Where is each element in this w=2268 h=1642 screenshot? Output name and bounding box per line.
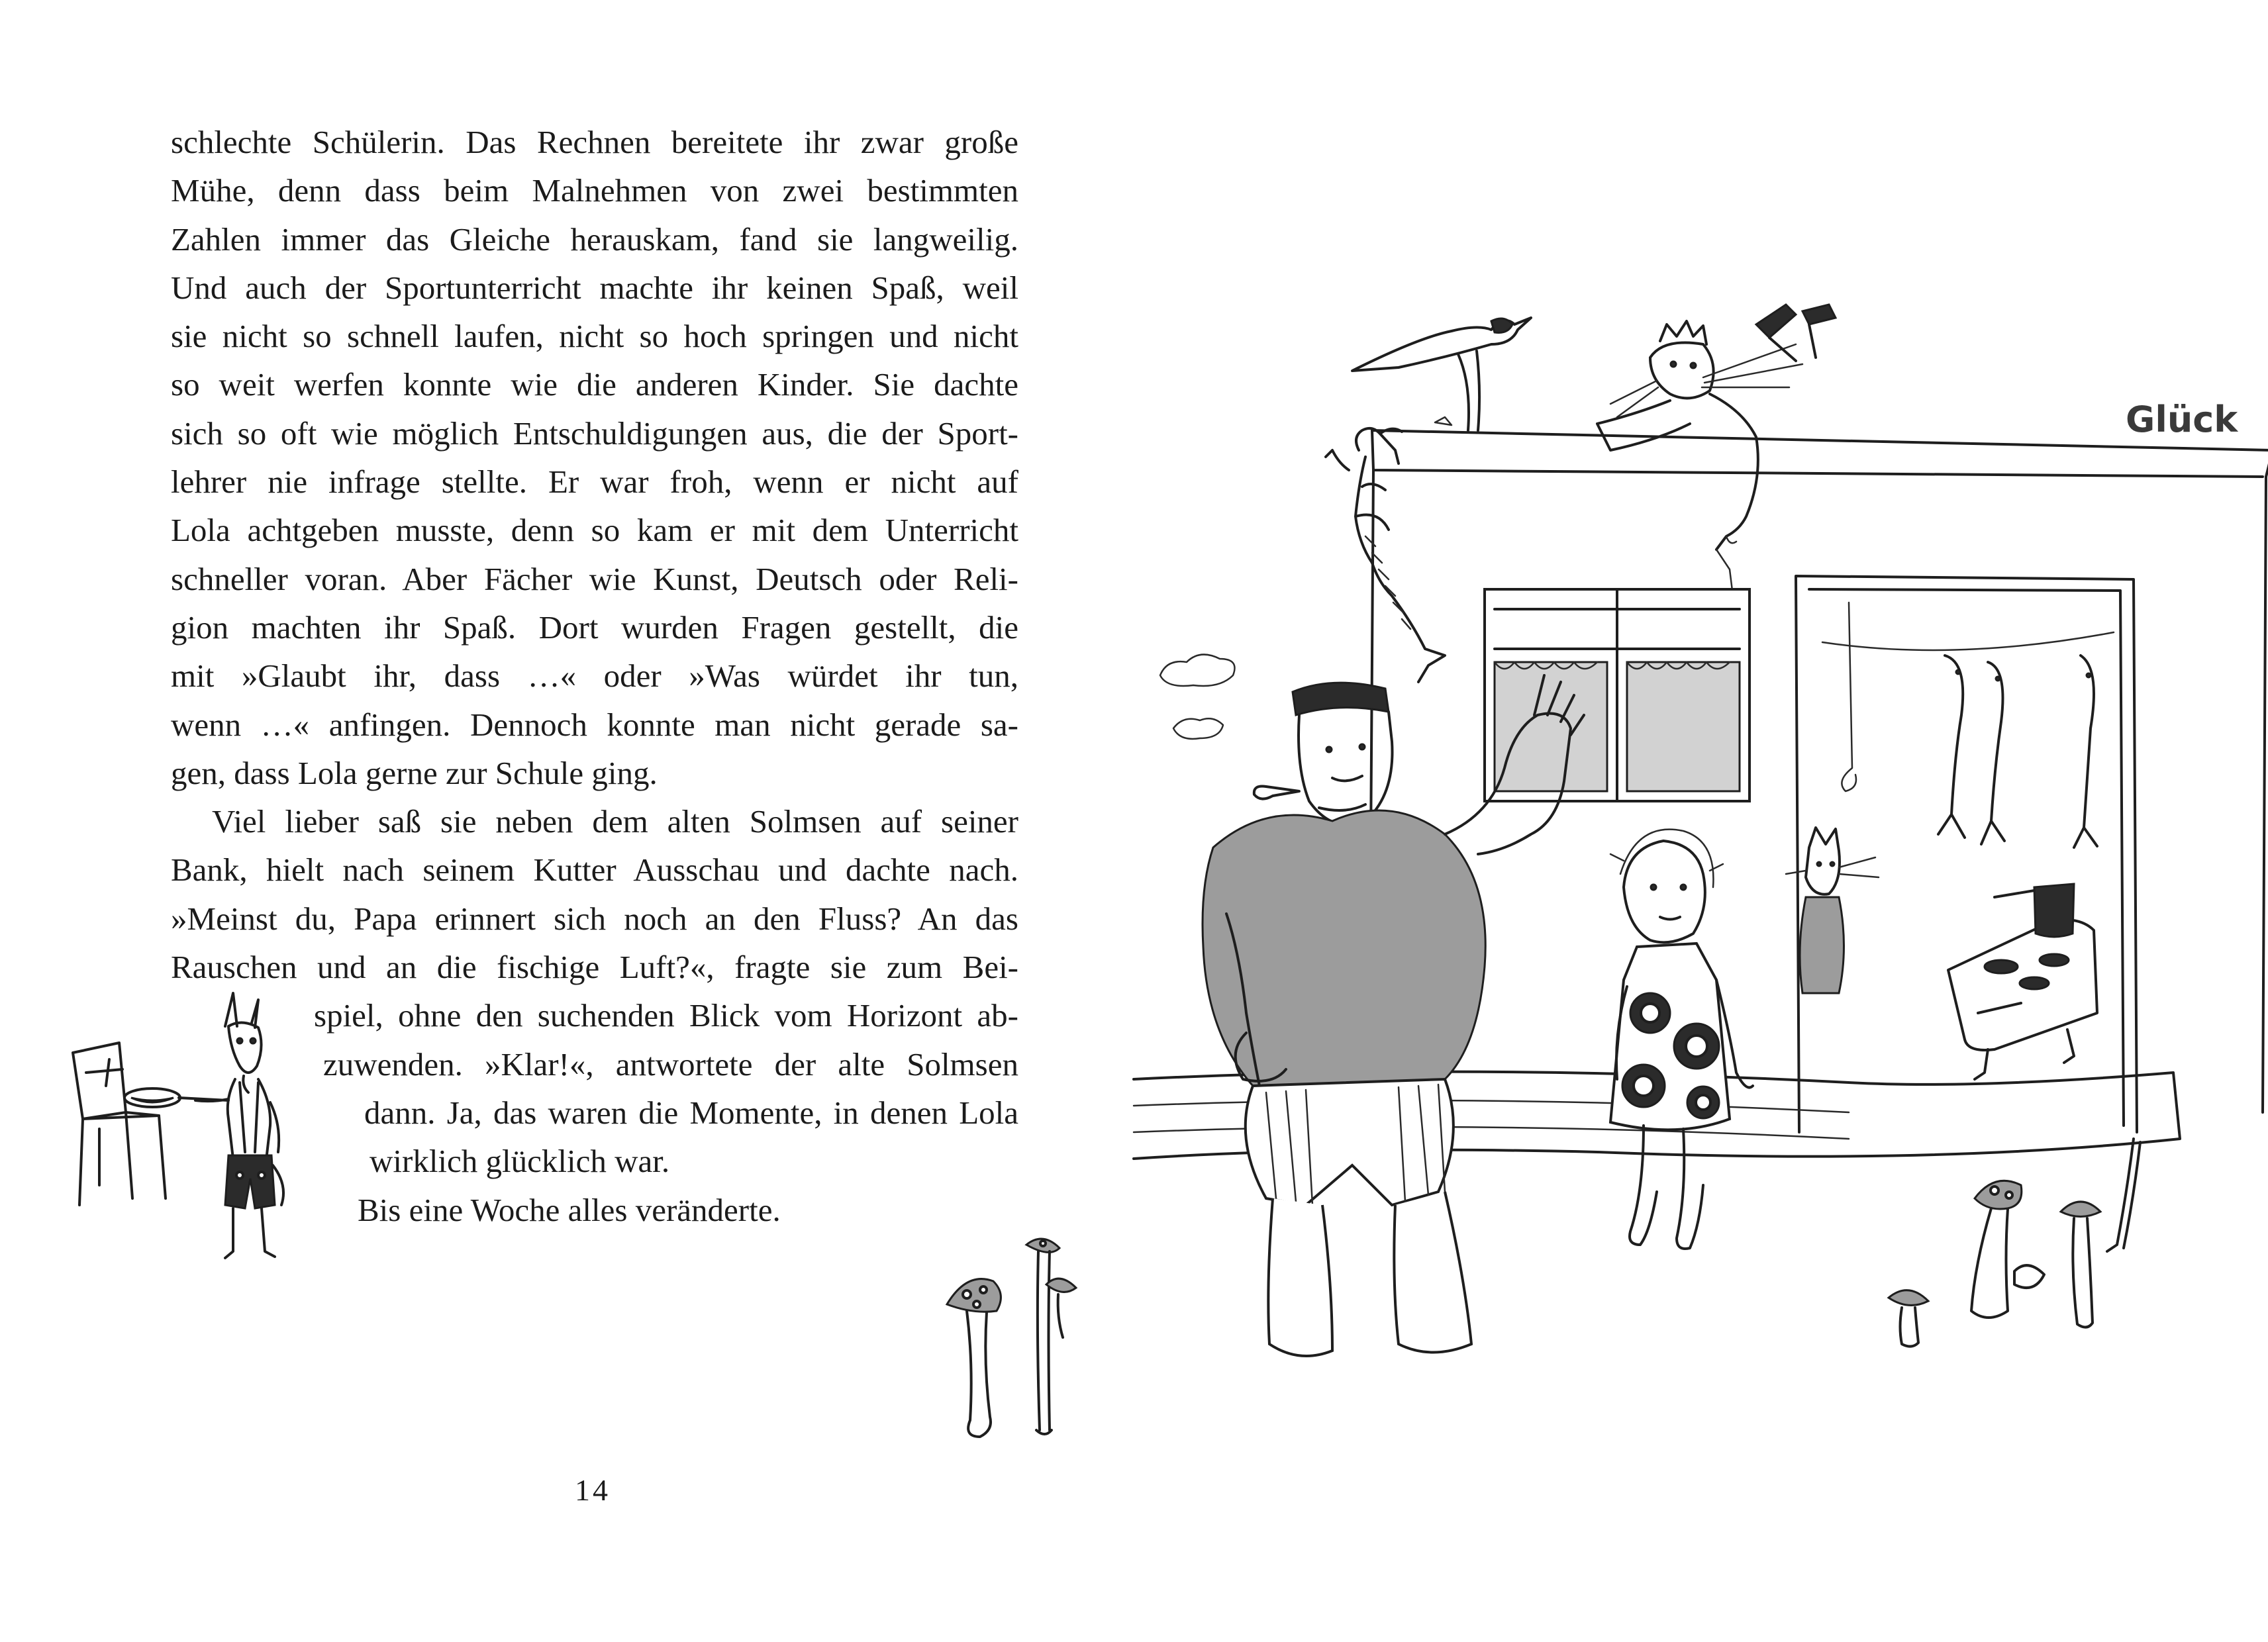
page-number: 14 xyxy=(575,1473,611,1507)
mushroom xyxy=(1889,1290,1928,1306)
hanging-fish xyxy=(1938,655,1965,838)
mermaid xyxy=(1356,428,1402,463)
text-line: spiel, ohne den suchenden Blick vom Horizont ab- xyxy=(314,997,1018,1034)
right-page xyxy=(1134,0,2268,1642)
small-cat xyxy=(1806,828,1840,894)
text-line: zuwenden. »Klar!«, antwortete der alte Solmsen xyxy=(323,1045,1018,1083)
text-line: »Meinst du, Papa erinnert sich noch an den Fluss? An das xyxy=(171,900,1018,937)
text-line: wenn …« anfingen. Dennoch konnte man nicht gerade sa- xyxy=(171,706,1018,743)
text-line: Viel lieber saß sie neben dem alten Solmsen auf seiner xyxy=(212,803,1018,840)
text-line: Bank, hielt nach seinem Kutter Ausschau und dachte nach. xyxy=(171,851,1018,889)
goat-cook-illustration xyxy=(60,987,324,1284)
text-line: gen, dass Lola gerne zur Schule ging. xyxy=(171,754,658,791)
mushrooms-left-illustration xyxy=(927,1232,1099,1457)
text-line: schlechte Schülerin. Das Rechnen bereitete ihr zwar große xyxy=(171,124,1018,160)
solmsen-scene-illustration xyxy=(1134,252,2268,1510)
text-line: so weit werfen konnte wie die anderen Kinder. Sie dachte xyxy=(171,366,1018,403)
pipe-smoke xyxy=(1160,655,1235,686)
text-line: sich so oft wie möglich Entschuldigungen aus, die der Sport- xyxy=(171,414,1018,452)
text-line: Lola achtgeben musste, denn so kam er mit dem Unterricht xyxy=(171,512,1018,549)
house-right-wall xyxy=(2263,477,2266,1112)
text-line: wirklich glücklich war. xyxy=(370,1143,670,1180)
text-line: schneller voran. Aber Fächer wie Kunst, Deutsch oder Reli- xyxy=(171,560,1018,597)
shop-sign: Glück xyxy=(2126,399,2238,440)
text-line: Und auch der Sportunterricht machte ihr keinen Spaß, weil xyxy=(171,269,1018,306)
mushroom xyxy=(1975,1181,2022,1209)
text-line: gion machten ihr Spaß. Dort wurden Fragen gestellt, die xyxy=(171,608,1018,646)
text-line: Bis eine Woche alles veränderte. xyxy=(358,1191,781,1228)
text-line: dann. Ja, das waren die Momente, in denen Lola xyxy=(364,1094,1018,1131)
text-line: sie nicht so schnell laufen, nicht so hoch springen und nicht xyxy=(171,318,1018,355)
text-line: mit »Glaubt ihr, dass …« oder »Was würdet ihr tun, xyxy=(171,657,1018,695)
text-line: Mühe, denn dass beim Malnehmen von zwei bestimmten xyxy=(171,172,1018,209)
text-line: Zahlen immer das Gleiche herauskam, fand sie langweilig. xyxy=(171,220,1018,258)
girl-lola xyxy=(1610,830,1753,1249)
mushroom xyxy=(2061,1202,2100,1217)
text-line: Rauschen und an die fischige Luft?«, fragte sie zum Bei- xyxy=(171,949,1018,986)
text-line: lehrer nie infrage stellte. Er war froh, wenn er nicht auf xyxy=(171,463,1018,501)
crowned-cat xyxy=(1660,321,1706,344)
